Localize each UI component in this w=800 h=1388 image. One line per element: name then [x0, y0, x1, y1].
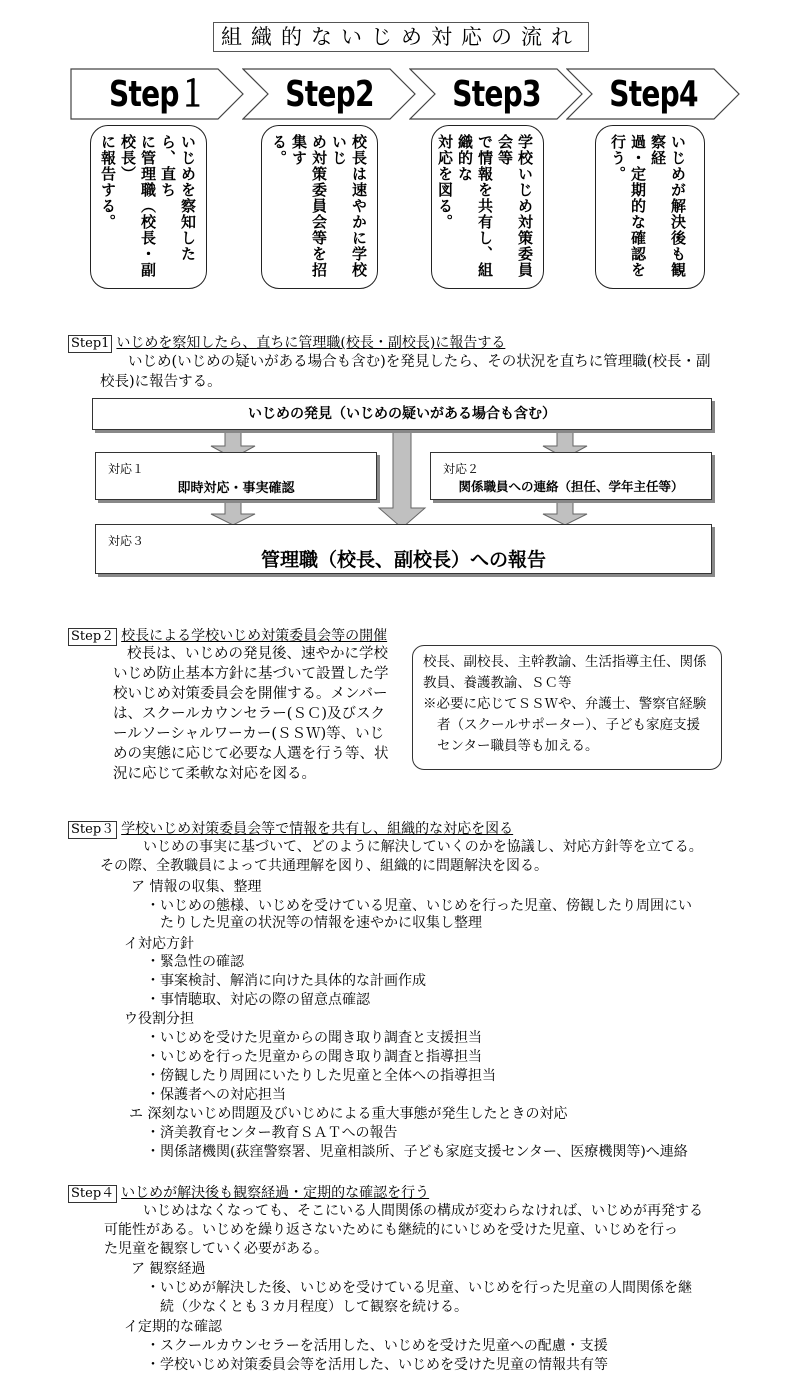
step-chevron-3 — [409, 68, 584, 120]
step3-summary-box — [431, 125, 544, 289]
list-item: ・済美教育センター教育ＳＡＴへの報告 — [146, 1125, 398, 1141]
section2-body: 校長は、いじめの発見後、速やかに学校 いじめ防止基本方針に基づいて設置した学 校いじめ対策委員会を開催する。メンバー は、スクールカウンセラー(ＳＣ)及びスク ールソーシャルワーカー(ＳＳＷ)等、いじ めの実態に応じて必要な人選を行う等、状 況に応じて柔軟な対応を図る。 — [113, 646, 389, 782]
group-heading: ア 観察経過 — [131, 1261, 206, 1277]
response1-box — [95, 452, 377, 500]
page-title: 組織的ないじめ対応の流れ — [213, 22, 589, 52]
discovery-text: いじめの発見（いじめの疑いがある場合も含む） — [248, 406, 556, 422]
step2-summary-box — [261, 125, 378, 289]
section-title: 学校いじめ対策委員会等で情報を共有し、組織的な対応を図る — [121, 821, 514, 837]
step2-summary: 校長は速やかに学校いじ め対策委員会等を招集す る。 — [270, 134, 368, 278]
response1-text: 即時対応・事実確認 — [177, 481, 295, 496]
list-item: たりした児童の状況等の情報を速やかに収集し整理 — [146, 915, 482, 931]
section3-body-line: その際、全教職員によって共通理解を図り、組織的に問題解決を図る。 — [100, 858, 548, 874]
members-box: 校長、副校長、主幹教諭、生活指導主任、関係 教員、養護教諭、ＳＣ等 ※必要に応じてＳＳＷや、弁護士、警察官経験 者（スクールサポーター）、子ども家庭支援 センター職員等も加える。 — [412, 645, 722, 770]
group-heading: エ 深刻ないじめ問題及びいじめによる重大事態が発生したときの対応 — [129, 1106, 568, 1122]
section-title: いじめが解決後も観察経過・定期的な確認を行う — [121, 1185, 430, 1201]
step-tag: Step２ — [68, 628, 117, 646]
section4-heading — [68, 1182, 429, 1203]
response2-label: 対応２ — [443, 462, 480, 476]
response3-text: 管理職（校長、副校長）への報告 — [260, 549, 546, 571]
section2-heading — [68, 625, 387, 646]
discovery-box — [92, 398, 712, 430]
step-label: Step3 — [452, 74, 541, 115]
list-item: ・傍観したり周囲にいたりした児童と全体への指導担当 — [146, 1068, 496, 1084]
list-item: ・いじめを受けた児童からの聞き取り調査と支援担当 — [146, 1030, 482, 1046]
group-heading: イ定期的な確認 — [124, 1319, 222, 1335]
list-item: 続（少なくとも３カ月程度）して観察を続ける。 — [146, 1299, 468, 1315]
step4-summary: いじめが解決後も観察経 過・定期的な確認を行う。 — [609, 134, 687, 278]
step-chevron-1 — [70, 68, 245, 120]
response3-box — [95, 524, 712, 574]
arrow-down-icon — [379, 430, 425, 528]
step-label: Step１ — [109, 74, 206, 115]
step1-summary: いじめを察知したら、直ち に管理職（校長・副校長） に報告する。 — [99, 134, 197, 278]
step-tag: Step1 — [68, 335, 112, 353]
step-tag: Step４ — [68, 1185, 117, 1203]
section-title: いじめを察知したら、直ちに管理職(校長・副校長)に報告する — [116, 335, 506, 351]
section4-body-line: 可能性がある。いじめを繰り返さないためにも継続的にいじめを受けた児童、いじめを行っ — [104, 1222, 678, 1238]
step-label: Step4 — [609, 74, 698, 115]
response1-label: 対応１ — [108, 462, 145, 476]
list-item: ・学校いじめ対策委員会等を活用した、いじめを受けた児童の情報共有等 — [146, 1357, 608, 1373]
response2-box — [430, 452, 712, 500]
list-item: ・いじめが解決した後、いじめを受けている児童、いじめを行った児童の人間関係を継 — [146, 1280, 692, 1296]
list-item: ・保護者への対応担当 — [146, 1087, 286, 1103]
step-label: Step2 — [285, 74, 374, 115]
arrow-down-icon — [543, 502, 587, 525]
arrow-down-icon — [211, 502, 255, 525]
section4-body-line: た児童を観察していく必要がある。 — [104, 1241, 328, 1257]
section3-heading — [68, 818, 513, 839]
step-chevron-2 — [242, 68, 417, 120]
step3-summary: 学校いじめ対策委員会等 で情報を共有し、組織的な 対応を図る。 — [436, 134, 534, 278]
step1-summary-box — [90, 125, 207, 289]
section4-body-line: いじめはなくなっても、そこにいる人間関係の構成が変わらなければ、いじめが再発する — [143, 1203, 703, 1219]
response2-text: 関係職員への連絡（担任、学年主任等） — [458, 479, 684, 494]
step-tag: Step３ — [68, 821, 117, 839]
group-heading: イ対応方針 — [124, 936, 194, 952]
list-item: ・事情聴取、対応の際の留意点確認 — [146, 992, 370, 1008]
list-item: ・いじめを行った児童からの聞き取り調査と指導担当 — [146, 1049, 482, 1065]
step4-summary-box — [595, 125, 705, 289]
list-item: ・いじめの態様、いじめを受けている児童、いじめを行った児童、傍観したり周囲にい — [146, 898, 692, 914]
group-heading: ア 情報の収集、整理 — [131, 879, 262, 895]
section1-heading — [68, 332, 505, 353]
list-item: ・事案検討、解消に向けた具体的な計画作成 — [146, 973, 426, 989]
group-heading: ウ役割分担 — [124, 1011, 194, 1027]
section-title: 校長による学校いじめ対策委員会等の開催 — [121, 628, 388, 644]
section3-body-line: いじめの事実に基づいて、どのように解決していくのかを協議し、対応方針等を立てる。 — [143, 839, 703, 855]
list-item: ・緊急性の確認 — [146, 954, 244, 970]
response3-label: 対応３ — [108, 534, 145, 548]
step-chevron-4 — [566, 68, 741, 120]
section1-body: いじめ(いじめの疑いがある場合も含む)を発見したら、その状況を直ちに管理職(校長・副 校長)に報告する。 — [100, 354, 711, 390]
list-item: ・関係諸機関(荻窪警察署、児童相談所、子ども家庭支援センター、医療機関等)へ連絡 — [146, 1144, 688, 1160]
list-item: ・スクールカウンセラーを活用した、いじめを受けた児童への配慮・支援 — [146, 1338, 608, 1354]
